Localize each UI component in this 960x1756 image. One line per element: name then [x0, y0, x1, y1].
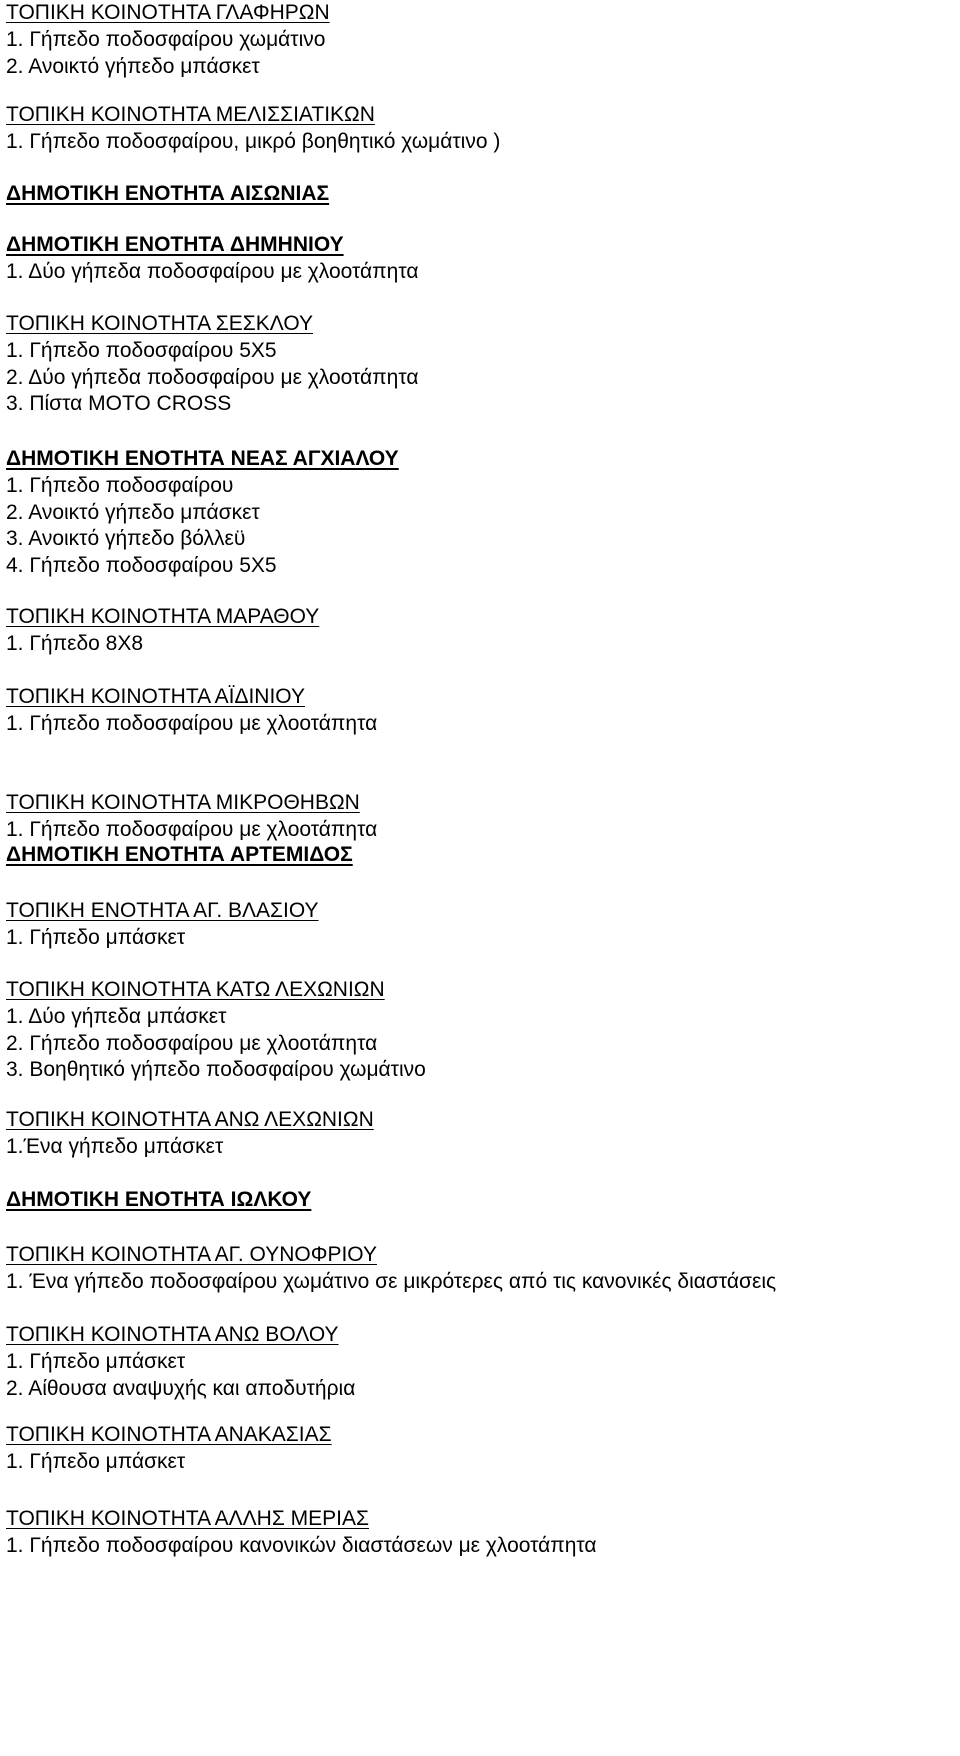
list-item: 1. Γήπεδο ποδοσφαίρου 5Χ5: [6, 338, 277, 362]
list-item: 1. Γήπεδο μπάσκετ: [6, 925, 186, 949]
section-heading: ΤΟΠΙΚΗ ΚΟΙΝΟΤΗΤΑ ΑΪΔΙΝΙΟΥ: [6, 685, 305, 708]
list-item: 2. Αίθουσα αναψυχής και αποδυτήρια: [6, 1376, 356, 1400]
section-heading: ΤΟΠΙΚΗ ΕΝΟΤΗΤΑ ΑΓ. ΒΛΑΣΙΟΥ: [6, 899, 319, 922]
section-heading: ΤΟΠΙΚΗ ΚΟΙΝΟΤΗΤΑ ΑΝΩ ΒΟΛΟΥ: [6, 1323, 339, 1346]
section-heading: ΤΟΠΙΚΗ ΚΟΙΝΟΤΗΤΑ ΑΓ. ΟΥΝΟΦΡΙΟΥ: [6, 1243, 377, 1266]
section-heading: ΔΗΜΟΤΙΚΗ ΕΝΟΤΗΤΑ ΑΡΤΕΜΙΔΟΣ: [6, 843, 353, 866]
list-item: 2. Γήπεδο ποδοσφαίρου με χλοοτάπητα: [6, 1031, 378, 1055]
list-item: 1. Γήπεδο ποδοσφαίρου κανονικών διαστάσεων με χλοοτάπητα: [6, 1533, 597, 1557]
section-heading: ΤΟΠΙΚΗ ΚΟΙΝΟΤΗΤΑ ΑΛΛΗΣ ΜΕΡΙΑΣ: [6, 1507, 369, 1530]
section-heading: ΔΗΜΟΤΙΚΗ ΕΝΟΤΗΤΑ ΝΕΑΣ ΑΓΧΙΑΛΟΥ: [6, 447, 399, 470]
section-heading: ΤΟΠΙΚΗ ΚΟΙΝΟΤΗΤΑ ΑΝΑΚΑΣΙΑΣ: [6, 1423, 332, 1446]
list-item: 3. Πίστα MOTO CROSS: [6, 392, 232, 416]
list-item: 1. Γήπεδο ποδοσφαίρου, μικρό βοηθητικό χωμάτινο ): [6, 129, 501, 153]
section-heading: ΤΟΠΙΚΗ ΚΟΙΝΟΤΗΤΑ ΣΕΣΚΛΟΥ: [6, 312, 313, 335]
list-item: 1. Γήπεδο ποδοσφαίρου χωμάτινο: [6, 27, 326, 51]
section-heading: ΤΟΠΙΚΗ ΚΟΙΝΟΤΗΤΑ ΜΕΛΙΣΣΙΑΤΙΚΩΝ: [6, 103, 375, 126]
section-heading: ΔΗΜΟΤΙΚΗ ΕΝΟΤΗΤΑ ΔΗΜΗΝΙΟΥ: [6, 233, 344, 256]
section-heading: ΔΗΜΟΤΙΚΗ ΕΝΟΤΗΤΑ ΑΙΣΩΝΙΑΣ: [6, 182, 330, 205]
list-item: 2. Ανοικτό γήπεδο μπάσκετ: [6, 54, 260, 78]
section-heading: ΤΟΠΙΚΗ ΚΟΙΝΟΤΗΤΑ ΓΛΑΦΗΡΩΝ: [6, 1, 330, 24]
section-heading: ΤΟΠΙΚΗ ΚΟΙΝΟΤΗΤΑ ΚΑΤΩ ΛΕΧΩΝΙΩΝ: [6, 978, 385, 1001]
list-item: 2. Δύο γήπεδα ποδοσφαίρου με χλοοτάπητα: [6, 365, 419, 389]
section-heading: ΤΟΠΙΚΗ ΚΟΙΝΟΤΗΤΑ ΜΙΚΡΟΘΗΒΩΝ: [6, 791, 360, 814]
section-heading: ΤΟΠΙΚΗ ΚΟΙΝΟΤΗΤΑ ΜΑΡΑΘΟΥ: [6, 605, 320, 628]
list-item: 1. Γήπεδο ποδοσφαίρου με χλοοτάπητα: [6, 817, 378, 841]
list-item: 2. Ανοικτό γήπεδο μπάσκετ: [6, 500, 260, 524]
list-item: 1. Γήπεδο 8Χ8: [6, 631, 144, 655]
list-item: 1. Δύο γήπεδα ποδοσφαίρου με χλοοτάπητα: [6, 259, 419, 283]
list-item: 1. Δύο γήπεδα μπάσκετ: [6, 1004, 227, 1028]
list-item: 1. Γήπεδο ποδοσφαίρου: [6, 473, 234, 497]
list-item: 1. Γήπεδο μπάσκετ: [6, 1349, 186, 1373]
section-heading: ΔΗΜΟΤΙΚΗ ΕΝΟΤΗΤΑ ΙΩΛΚΟΥ: [6, 1188, 312, 1211]
list-item: 1. Γήπεδο μπάσκετ: [6, 1449, 186, 1473]
section-heading: ΤΟΠΙΚΗ ΚΟΙΝΟΤΗΤΑ ΑΝΩ ΛΕΧΩΝΙΩΝ: [6, 1108, 374, 1131]
list-item: 3. Βοηθητικό γήπεδο ποδοσφαίρου χωμάτινο: [6, 1058, 426, 1082]
list-item: 1. Γήπεδο ποδοσφαίρου με χλοοτάπητα: [6, 711, 378, 735]
list-item: 1. Ένα γήπεδο ποδοσφαίρου χωμάτινο σε μικρότερες από τις κανονικές διαστάσεις: [6, 1269, 777, 1293]
list-item: 1.Ένα γήπεδο μπάσκετ: [6, 1134, 224, 1158]
list-item: 4. Γήπεδο ποδοσφαίρου 5Χ5: [6, 554, 277, 578]
list-item: 3. Ανοικτό γήπεδο βόλλεϋ: [6, 527, 246, 551]
